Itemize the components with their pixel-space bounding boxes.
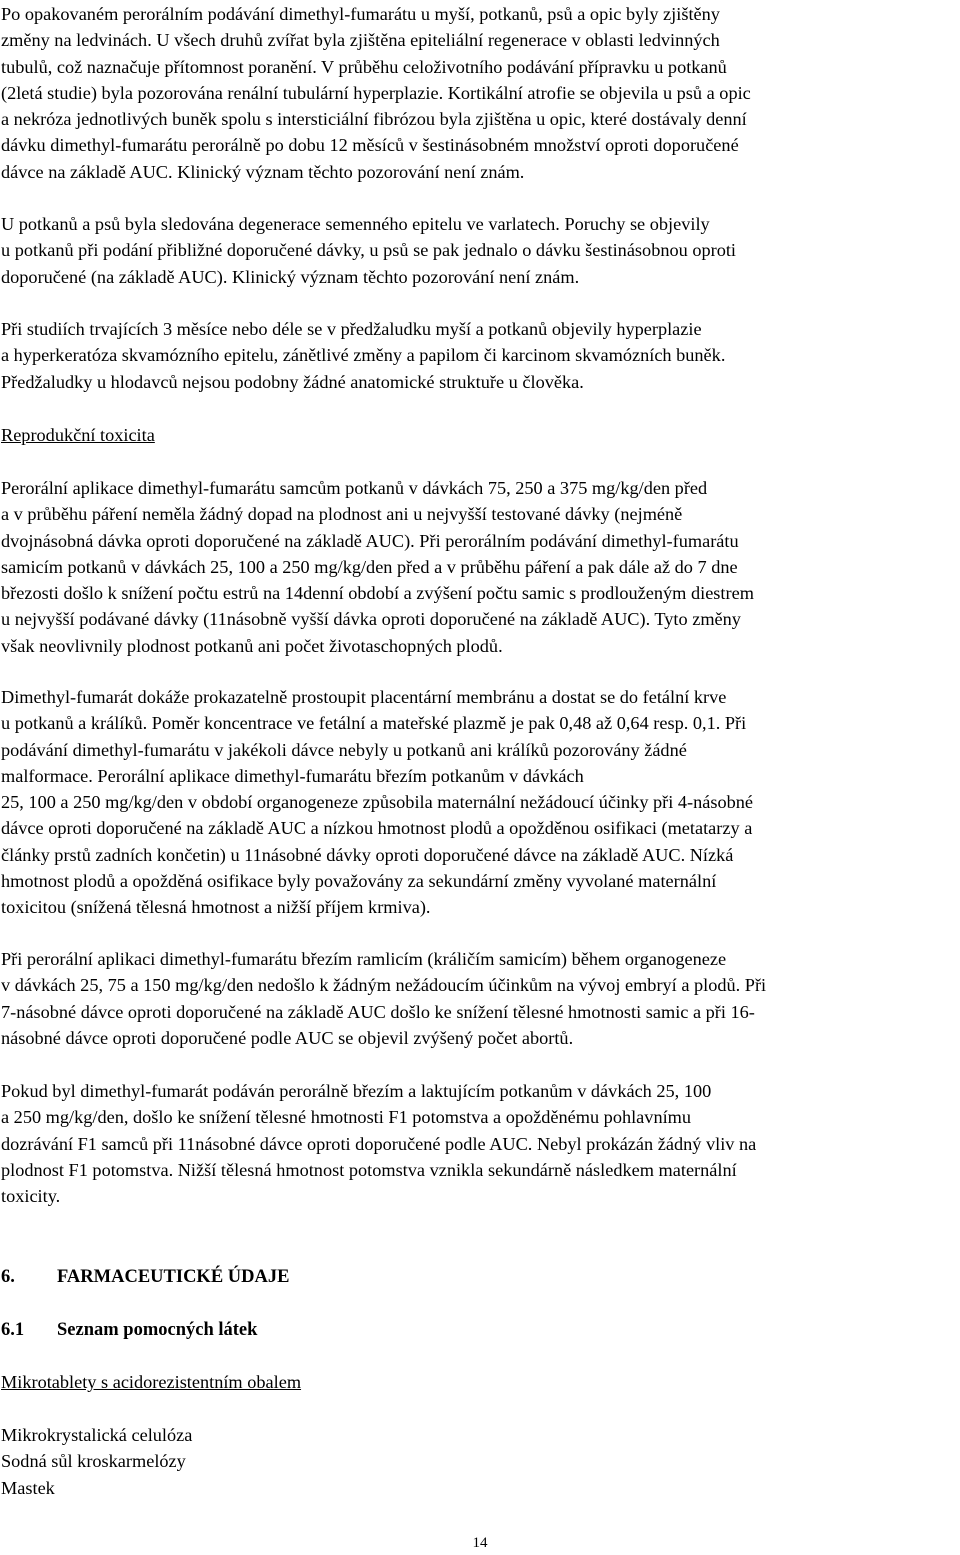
paragraph-testis-findings: U potkanů a psů byla sledována degenerace semenného epitelu ve varlatech. Poruchy se objevily u potkanů při podání přibližné doporučené dávky, u psů se pak jednalo o dávku šestinásobnou oproti doporučené (na základě AUC). Klinický význam těchto pozorování není znám. — [1, 214, 736, 287]
list-item: Mastek — [1, 1477, 55, 1498]
excipients-group-heading: Mikrotablety s acidorezistentním obalem — [1, 1372, 302, 1392]
section-title: FARMACEUTICKÉ ÚDAJE — [57, 1267, 290, 1287]
paragraph-placental-transfer: Dimethyl-fumarát dokáže prokazatelně prostoupit placentární membránu a dostat se do fetální krve u potkanů a králíků. Poměr koncentrace ve fetální a mateřské plazmě je pak 0,48 až 0,64 resp. 0,1. Při podávání dimethyl-fumarátu v jakékoli dávce nebyly u potkanů ani králíků pozorovány žádné malformace. Perorální aplikace dimethyl-fumarátu březím potkanům v dávkách 25, 100 a 250 mg/kg/den v období organogeneze způsobila maternální nežádoucí účinky při 4-násobné dávce oproti doporučené na základě AUC a nízkou hmotnost plodů a opožděnou osifikaci (metatarzy a články prstů zadních končetin) u 11násobné dávky oproti doporučené dávce na základě AUC. Nízká hmotnost plodů a opožděná osifikace byly považovány za sekundární změny vyvolané maternální toxicitou (snížená tělesná hmotnost a nižší příjem krmiva). — [1, 687, 754, 918]
list-item: Mikrokrystalická celulóza — [1, 1425, 193, 1445]
paragraph-lactation-study: Pokud byl dimethyl-fumarát podáván perorálně březím a laktujícím potkanům v dávkách 25, 100 a 250 mg/kg/den, došlo ke snížení tělesné hmotnosti F1 potomstva a opožděnému pohlavnímu dozrávání F1 samců při 11násobné dávce oproti doporučené podle AUC. Nebyl prokázán žádný vliv na plodnost F1 potomstva. Nižší tělesná hmotnost potomstva vznikla sekundárně následkem maternální toxicity. — [1, 1081, 757, 1207]
subsection-title: Seznam pomocných látek — [57, 1320, 258, 1340]
paragraph-fertility: Perorální aplikace dimethyl-fumarátu samcům potkanů v dávkách 75, 250 a 375 mg/kg/den před a v průběhu páření neměla žádný dopad na plodnost ani u nejvyšší testované dávky (nejméně dvojnásobná dávka oproti doporučené na základě AUC). Při perorálním podávání dimethyl-fumarátu samicím potkanů v dávkách 25, 100 a 250 mg/kg/den před a v průběhu páření a pak dále až do 7 dne březosti došlo k snížení počtu estrů na 14denní období a zvýšení počtu samic s prodlouženým diestrem u nejvyšší podávané dávky (11násobně vyšší dávka oproti doporučené na základě AUC). Tyto změny však neovlivnily plodnost potkanů ani počet životaschopných plodů. — [1, 478, 754, 656]
paragraph-forestomach-findings: Při studiích trvajících 3 měsíce nebo déle se v předžaludku myší a potkanů objevily hyperplazie a hyperkeratóza skvamózního epitelu, zánětlivé změny a papilom či karcinom skvamózních buněk. Předžaludky u hlodavců nejsou podobny žádné anatomické struktuře u člověka. — [1, 319, 726, 392]
section-heading-pharmaceutical-data — [1, 1264, 289, 1290]
page-number: 14 — [472, 1535, 488, 1551]
paragraph-rabbit-study: Při perorální aplikaci dimethyl-fumarátu březím ramlicím (králičím samicím) během organogeneze v dávkách 25, 75 a 150 mg/kg/den nedošlo k žádným nežádoucím účinkům na vývoj embryí a plodů. Při 7-násobné dávce oproti doporučené na základě AUC došlo ke snížení tělesné hmotnosti samic a při 16- násobné dávce oproti doporučené podle AUC se objevil zvýšený počet abortů. — [1, 949, 767, 1048]
section-heading-excipients — [1, 1317, 257, 1343]
section-number: 6. — [1, 1267, 15, 1287]
subsection-number: 6.1 — [1, 1320, 25, 1340]
list-item: Sodná sůl kroskarmelózy — [1, 1451, 186, 1472]
excipients-list — [1, 1422, 192, 1501]
subheading-reproductive-toxicity: Reprodukční toxicita — [1, 425, 155, 445]
paragraph-kidney-findings: Po opakovaném perorálním podávání dimethyl-fumarátu u myší, potkanů, psů a opic byly zjištěny změny na ledvinách. U všech druhů zvířat byla zjištěna epiteliální regenerace v oblasti ledvinných tubulů, což naznačuje přítomnost poranění. V průběhu celoživotního podávání přípravku u potkanů (2letá studie) byla pozorována renální tubulární hyperplazie. Kortikální atrofie se objevila u psů a opic a nekróza jednotlivých buněk spolu s intersticiální fibrózou byla zjištěna u opic, které dostávaly denní dávku dimethyl-fumarátu perorálně po dobu 12 měsíců v šestinásobném množství oproti doporučené dávce na základě AUC. Klinický význam těchto pozorování není znám. — [1, 4, 751, 182]
